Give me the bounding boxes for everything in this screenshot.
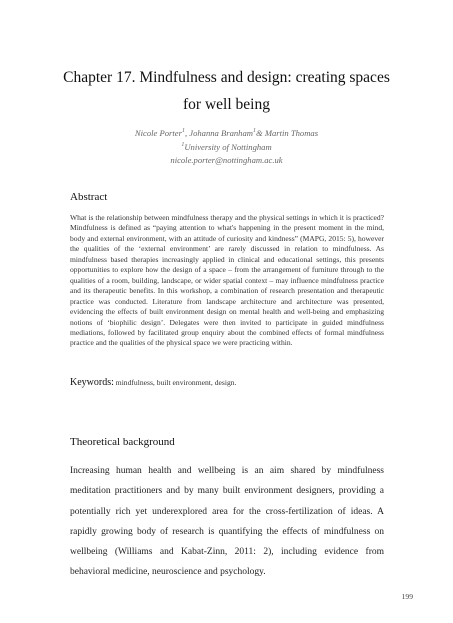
- author-name: Johanna Branham: [189, 127, 253, 138]
- author-name: Martin Thomas: [264, 127, 319, 138]
- theoretical-background-heading: Theoretical background: [70, 436, 175, 448]
- author-email: nicole.porter@nottingham.ac.uk: [170, 154, 283, 165]
- affiliation-superscript: 1: [181, 142, 185, 149]
- keywords-text: mindfulness, built environment, design.: [113, 378, 237, 387]
- page-number: 199: [401, 592, 413, 601]
- chapter-title-line2: for well being: [183, 96, 270, 113]
- author-superscript: 1: [181, 128, 185, 134]
- chapter-title-line1: Chapter 17. Mindfulness and design: creating spaces: [63, 69, 390, 86]
- author-name: Nicole Porter: [134, 127, 182, 138]
- keywords-line: [70, 377, 390, 388]
- keywords-label: Keywords:: [70, 377, 114, 388]
- author-separator: ,: [184, 127, 190, 138]
- author-separator: &: [255, 127, 265, 138]
- author-superscript: 1: [252, 128, 256, 134]
- abstract-text: What is the relationship between mindfulness therapy and the physical settings in which it is practiced? Mindfulness is defined as “paying attention to what's happening in the present moment in the mind, body and external environment, with an attitude of curiosity and kindness” (MAPG, 2015: 5), however the qualities of the ‘external environment’ are rarely discussed in relation to mindfulness. As mindfulness based therapies increasingly applied in clinical and educational settings, this presents opportunities to explore how the design of a space – from the arrangement of furniture through to the qualities of a room, building, landscape, or wider spatial context – may influence mindfulness practice and its therapeutic benefits. In this workshop, a combination of research presentation and therapeutic practice was conducted. Literature from landscape architecture and architecture was presented, evidencing the effects of built environment design on mental health and well-being and emphasizing notions of ‘biophilic design’. Delegates were then invited to participate in guided mindfulness mediations, followed by facilitated group enquiry about the combined effects of formal mindfulness practice and the qualities of the physical space we were practicing within.: [70, 213, 384, 348]
- author-block: [40, 125, 413, 166]
- affiliation: University of Nottingham: [184, 142, 272, 153]
- affiliation-line: [40, 139, 413, 153]
- theoretical-background-text: Increasing human health and wellbeing is an aim shared by mindfulness meditation practitioners and by many built environment designers, providing a potentially rich yet underexplored area for the cross-fertilization of ideas. A rapidly growing body of research is quantifying the effects of mindfulness on wellbeing (Williams and Kabat-Zinn, 2011: 2), including evidence from behavioral medicine, neuroscience and psychology.: [70, 466, 384, 578]
- chapter-title: [40, 64, 413, 118]
- author-line: [40, 125, 413, 139]
- abstract-heading: Abstract: [70, 191, 108, 203]
